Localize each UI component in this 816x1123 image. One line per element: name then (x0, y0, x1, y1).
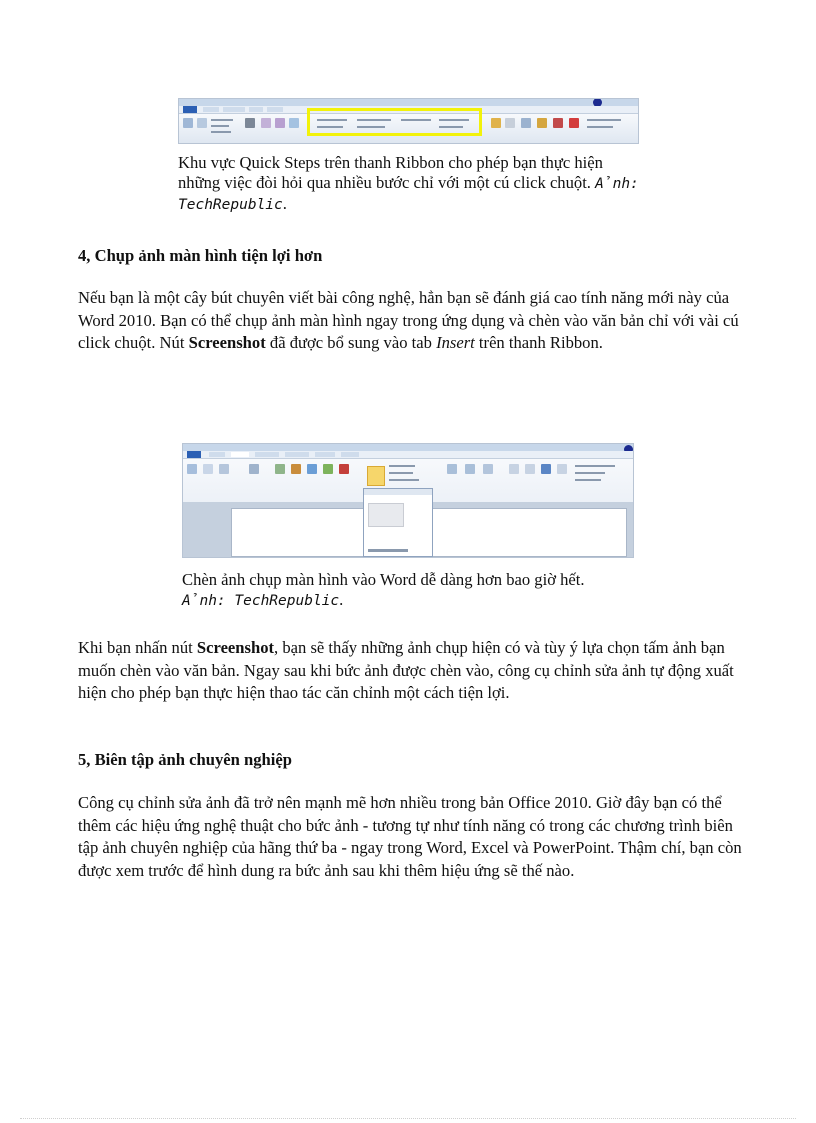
figure2-caption (182, 570, 622, 611)
section4-italic-insert: Insert (436, 333, 475, 352)
ribbon-tab (285, 452, 309, 457)
chart-icon (339, 464, 349, 474)
blank-page-icon (203, 464, 213, 474)
new-items-icon (197, 118, 207, 128)
screenshot-text-b: , bạn sẽ thấy những ảnh chụp hiện có và tùy ý lựa chọn tấm ảnh bạn muốn chèn vào văn bản. Ngay sau khi bức ảnh được chèn vào, công cụ chỉnh sửa ảnh tự động xuất hiện cho phép bạn thực hiện thao tác căn chỉnh một cách tiện lợi. (78, 638, 734, 702)
file-tab-icon (183, 106, 197, 113)
figure1-caption (178, 153, 648, 215)
new-email-icon (183, 118, 193, 128)
quick-parts-icon (525, 464, 535, 474)
section4-paragraph (78, 287, 748, 355)
text-box-icon (509, 464, 519, 474)
section5-paragraph: Công cụ chỉnh sửa ảnh đã trở nên mạnh mẽ hơn nhiều trong bản Office 2010. Giờ đây bạn có thể thêm các hiệu ứng nghệ thuật cho bức ảnh - tương tự như tính năng có trong các chương trình biên tập ảnh chuyên nghiệp của hãng thứ ba - ngay trong Word, Excel và PowerPoint. Thậm chí, bạn còn được xem trước để hình dung ra bức ảnh sau khi thêm hiệu ứng sẽ thế nào. (78, 793, 742, 880)
follow-up-flag-icon (569, 118, 579, 128)
ribbon-label (211, 119, 233, 121)
screenshot-paragraph (78, 637, 748, 705)
page-bottom-rule (20, 1118, 796, 1119)
insert-tab (231, 452, 249, 457)
table-icon (249, 464, 259, 474)
file-tab-icon (187, 451, 201, 458)
ribbon-label (211, 131, 231, 133)
available-windows-header (364, 489, 432, 495)
reply-icon (261, 118, 271, 128)
ribbon-tab (341, 452, 359, 457)
screenshot-text-a: Khi bạn nhấn nút (78, 638, 197, 657)
wordart-icon (541, 464, 551, 474)
section4-text-c: trên thanh Ribbon. (474, 333, 603, 352)
screenshot-button (367, 466, 385, 486)
footer-icon (465, 464, 475, 474)
move-icon (491, 118, 501, 128)
window-titlebar (183, 444, 633, 451)
screenshot-dropdown (363, 488, 433, 557)
ribbon-label (575, 479, 601, 481)
ribbon-tabs (183, 451, 633, 459)
figure2-caption-end: . (339, 590, 344, 609)
ribbon-tab (255, 452, 279, 457)
figure2-caption-credit: Ảnh: TechRepublic (182, 593, 340, 609)
ribbon-quick-steps-screenshot (178, 98, 639, 144)
smartart-icon (323, 464, 333, 474)
categorize-icon (553, 118, 563, 128)
window-thumbnail (368, 503, 404, 527)
ribbon-tab (267, 107, 283, 112)
header-icon (447, 464, 457, 474)
drop-cap-icon (557, 464, 567, 474)
picture-icon (275, 464, 285, 474)
ribbon-tab (223, 107, 245, 112)
ribbon-label (587, 126, 613, 128)
ribbon-label (389, 472, 413, 474)
figure1-caption-text: Khu vực Quick Steps trên thanh Ribbon cho phép bạn thực hiện những việc đòi hỏi qua nhiều bước chỉ với một cú click chuột. (178, 153, 603, 192)
reply-all-icon (275, 118, 285, 128)
page-break-icon (219, 464, 229, 474)
word-insert-screenshot (182, 443, 634, 558)
ribbon-label (575, 472, 605, 474)
shapes-icon (307, 464, 317, 474)
ribbon-tab (315, 452, 335, 457)
unread-icon (537, 118, 547, 128)
screenshot-bold: Screenshot (196, 638, 275, 657)
section4-heading: 4, Chụp ảnh màn hình tiện lợi hơn (78, 246, 323, 265)
page-number-icon (483, 464, 493, 474)
forward-icon (289, 118, 299, 128)
section4-bold-screenshot: Screenshot (188, 333, 266, 352)
figure1-caption-credit: Ảnh: TechRepublic (178, 176, 639, 213)
ribbon-label (389, 479, 419, 481)
ribbon-label (389, 465, 415, 467)
section5-heading: 5, Biên tập ảnh chuyên nghiệp (78, 750, 292, 769)
ribbon-label (575, 465, 615, 467)
figure2-caption-text: Chèn ảnh chụp màn hình vào Word dễ dàng hơn bao giờ hết. (182, 570, 585, 589)
ribbon-tab (203, 107, 219, 112)
delete-icon (245, 118, 255, 128)
ribbon-label (587, 119, 621, 121)
screen-clipping-option (368, 549, 408, 552)
ribbon-tab (249, 107, 263, 112)
cover-page-icon (187, 464, 197, 474)
ribbon-label (211, 125, 229, 127)
ribbon-tab (209, 452, 225, 457)
window-titlebar (179, 99, 638, 106)
figure1-caption-end: . (282, 194, 287, 213)
rules-icon (505, 118, 515, 128)
clip-art-icon (291, 464, 301, 474)
section4-text-b: đã được bổ sung vào tab (265, 333, 437, 352)
section4-text-a: Nếu bạn là một cây bút chuyên viết bài công nghệ, hẳn bạn sẽ đánh giá cao tính năng mới này của Word 2010. Bạn có thể chụp ảnh màn hình ngay trong ứng dụng và chèn vào văn bản chỉ với vài cú click chuột. Nút (78, 288, 739, 352)
onenote-icon (521, 118, 531, 128)
quick-steps-highlight (307, 108, 482, 136)
